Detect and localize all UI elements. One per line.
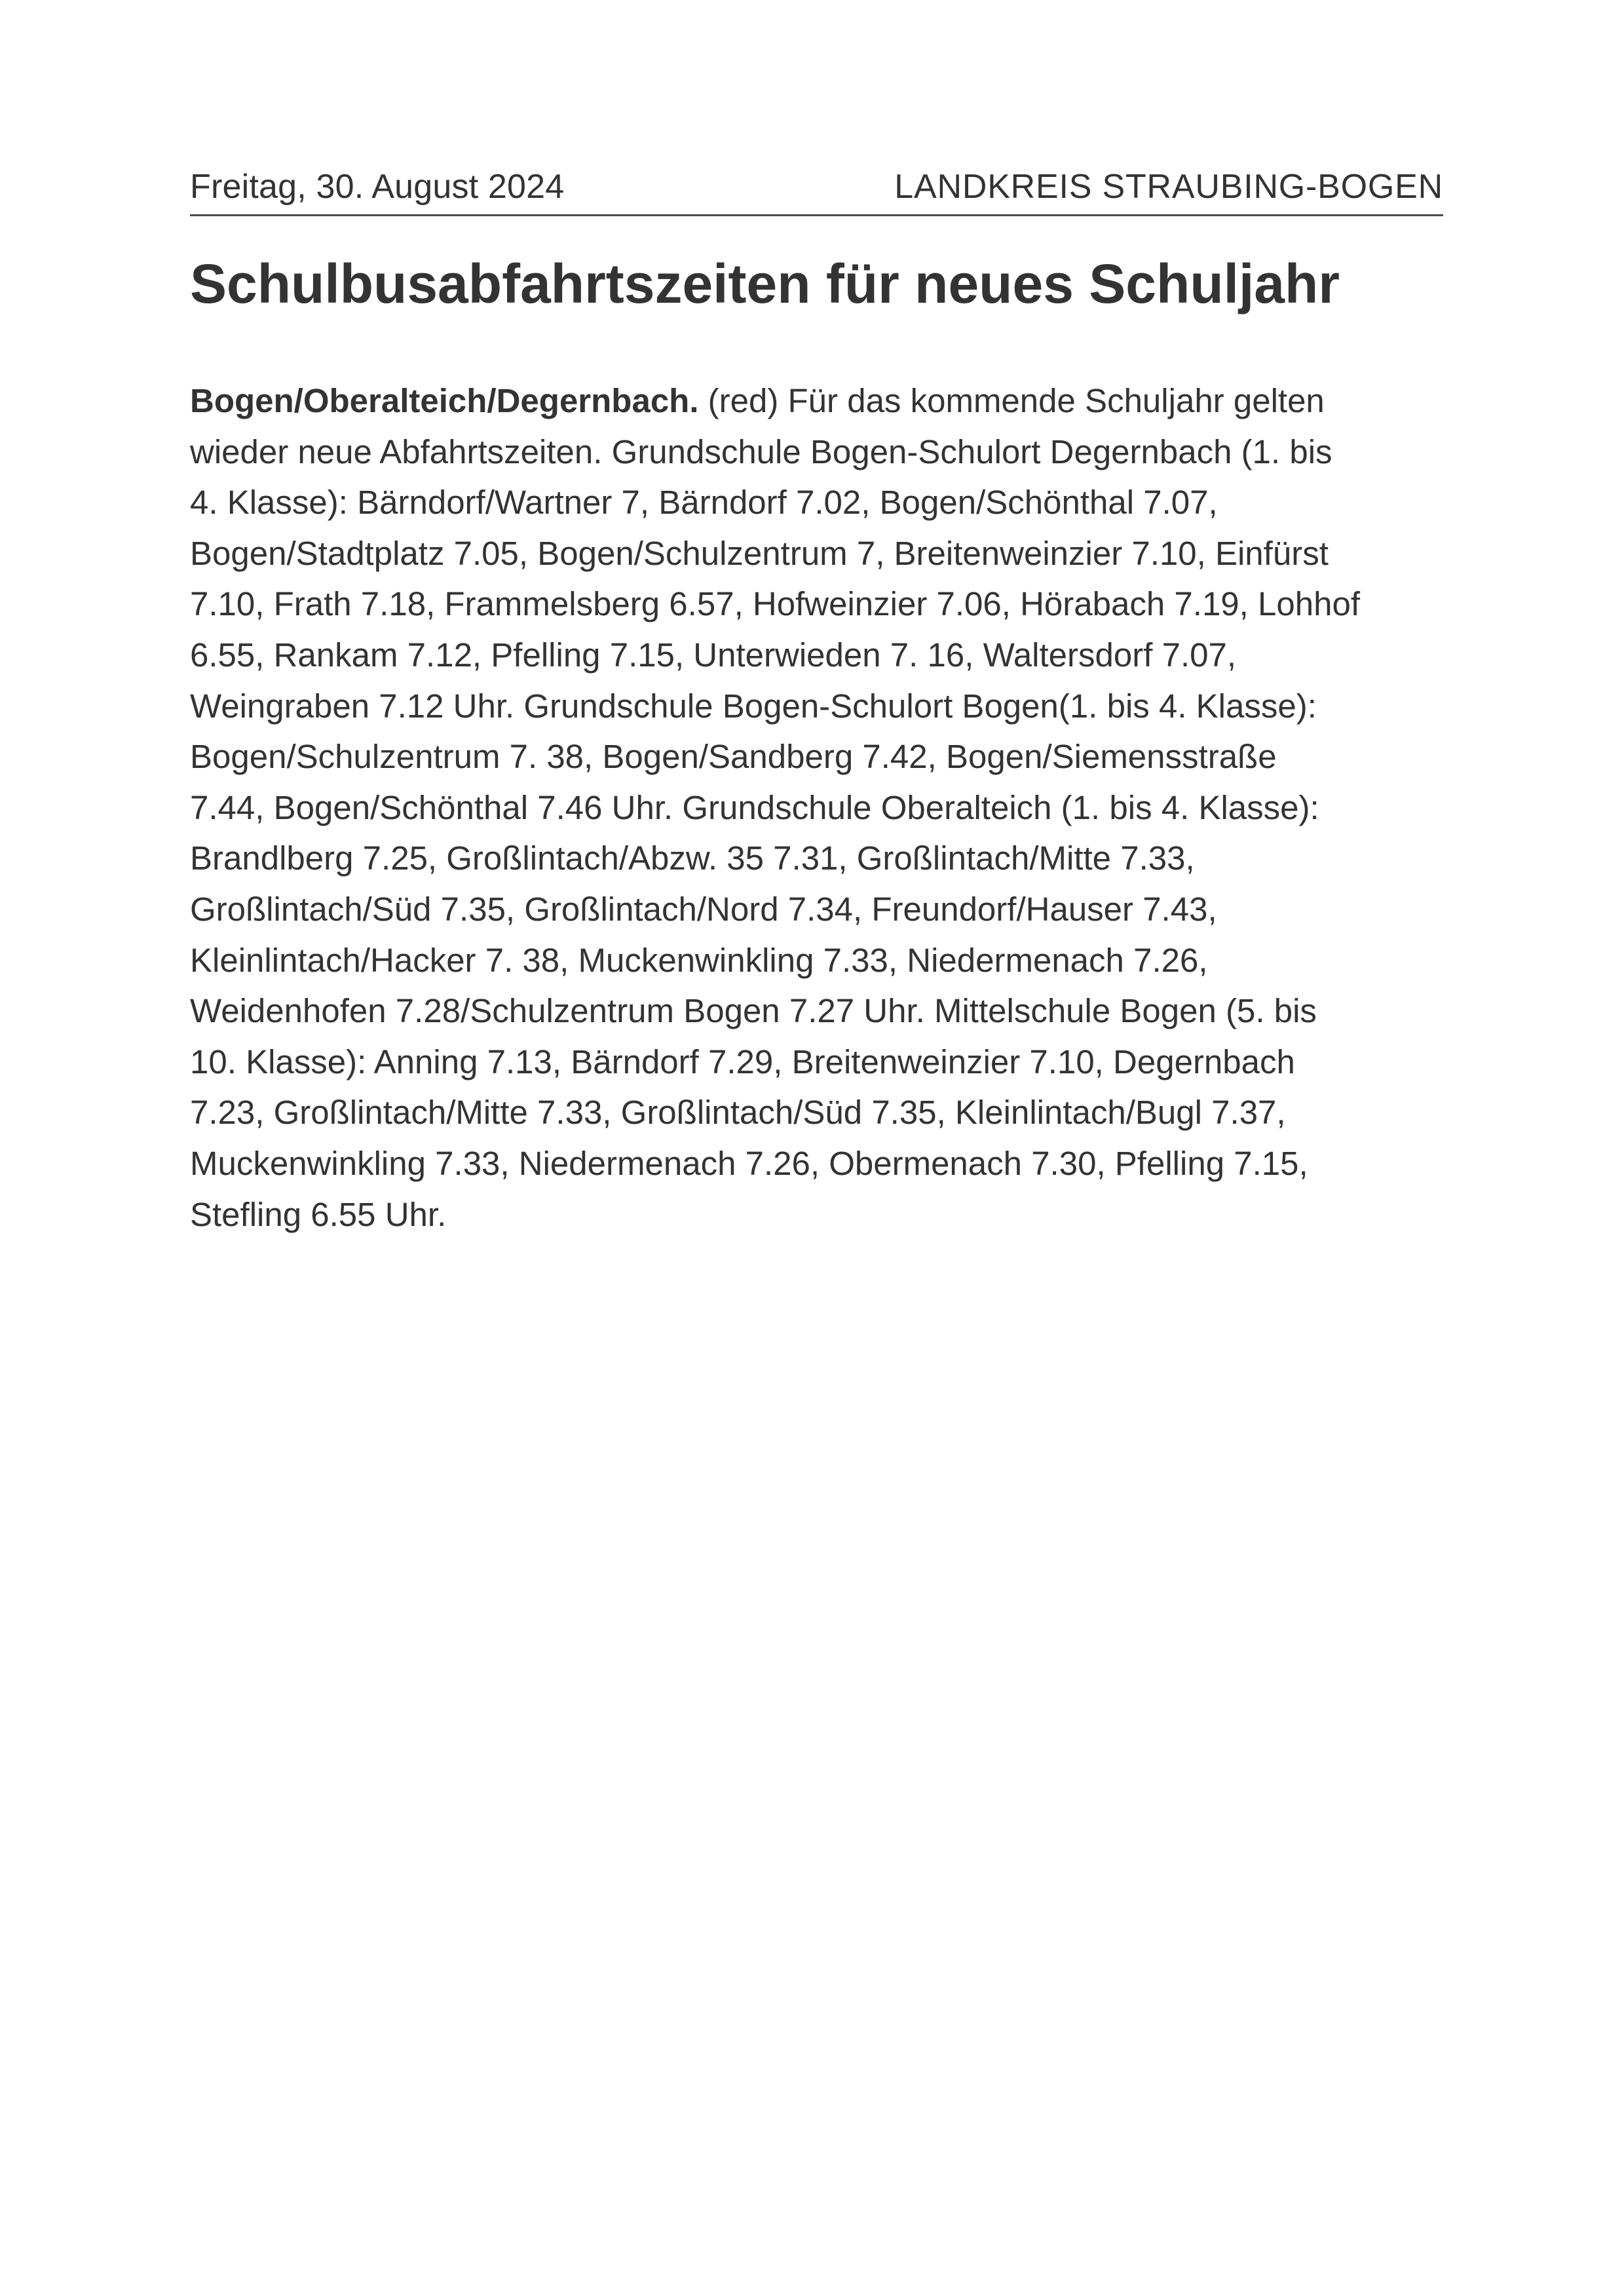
article-line: 10. Klasse): Anning 7.13, Bärndorf 7.29, Breitenweinzier 7.10, Degernbach xyxy=(190,1043,1295,1081)
article-line: 4. Klasse): Bärndorf/Wartner 7, Bärndorf 7.02, Bogen/Schönthal 7.07, xyxy=(190,484,1218,522)
region-label: LANDKREIS STRAUBING-BOGEN xyxy=(894,168,1443,206)
article-body xyxy=(190,375,1443,1240)
header-divider xyxy=(190,214,1443,216)
article-line: 6.55, Rankam 7.12, Pfelling 7.15, Unterwieden 7. 16, Waltersdorf 7.07, xyxy=(190,636,1237,674)
article-line: Brandlberg 7.25, Großlintach/Abzw. 35 7.31, Großlintach/Mitte 7.33, xyxy=(190,839,1195,877)
article-line: Muckenwinkling 7.33, Niedermenach 7.26, Obermenach 7.30, Pfelling 7.15, xyxy=(190,1144,1308,1182)
article-line: Weidenhofen 7.28/Schulzentrum Bogen 7.27 Uhr. Mittelschule Bogen (5. bis xyxy=(190,992,1317,1030)
article-line: Stefling 6.55 Uhr. xyxy=(190,1195,447,1233)
article-line: Bogen/Schulzentrum 7. 38, Bogen/Sandberg 7.42, Bogen/Siemensstraße xyxy=(190,738,1277,776)
page-header xyxy=(190,161,1443,213)
article-line: Bogen/Stadtplatz 7.05, Bogen/Schulzentrum 7, Breitenweinzier 7.10, Einfürst xyxy=(190,534,1329,572)
article-title: Schulbusabfahrtszeiten für neues Schuljahr xyxy=(190,253,1340,315)
article-line: 7.23, Großlintach/Mitte 7.33, Großlintach/Süd 7.35, Kleinlintach/Bugl 7.37, xyxy=(190,1094,1286,1132)
publication-date: Freitag, 30. August 2024 xyxy=(190,168,565,206)
article-line: wieder neue Abfahrtszeiten. Grundschule Bogen-Schulort Degernbach (1. bis xyxy=(190,432,1332,470)
article-line: Weingraben 7.12 Uhr. Grundschule Bogen-Schulort Bogen(1. bis 4. Klasse): xyxy=(190,687,1317,725)
article-line: 7.10, Frath 7.18, Frammelsberg 6.57, Hofweinzier 7.06, Hörabach 7.19, Lohhof xyxy=(190,585,1360,623)
article-line: Kleinlintach/Hacker 7. 38, Muckenwinkling 7.33, Niedermenach 7.26, xyxy=(190,941,1208,979)
article-line: 7.44, Bogen/Schönthal 7.46 Uhr. Grundschule Oberalteich (1. bis 4. Klasse): xyxy=(190,788,1319,826)
article-line: Großlintach/Süd 7.35, Großlintach/Nord 7.34, Freundorf/Hauser 7.43, xyxy=(190,890,1217,928)
article-line-text: (red) Für das kommende Schuljahr gelten xyxy=(698,382,1325,419)
article-line xyxy=(190,375,1443,427)
article-dateline: Bogen/Oberalteich/Degernbach. xyxy=(190,382,699,419)
